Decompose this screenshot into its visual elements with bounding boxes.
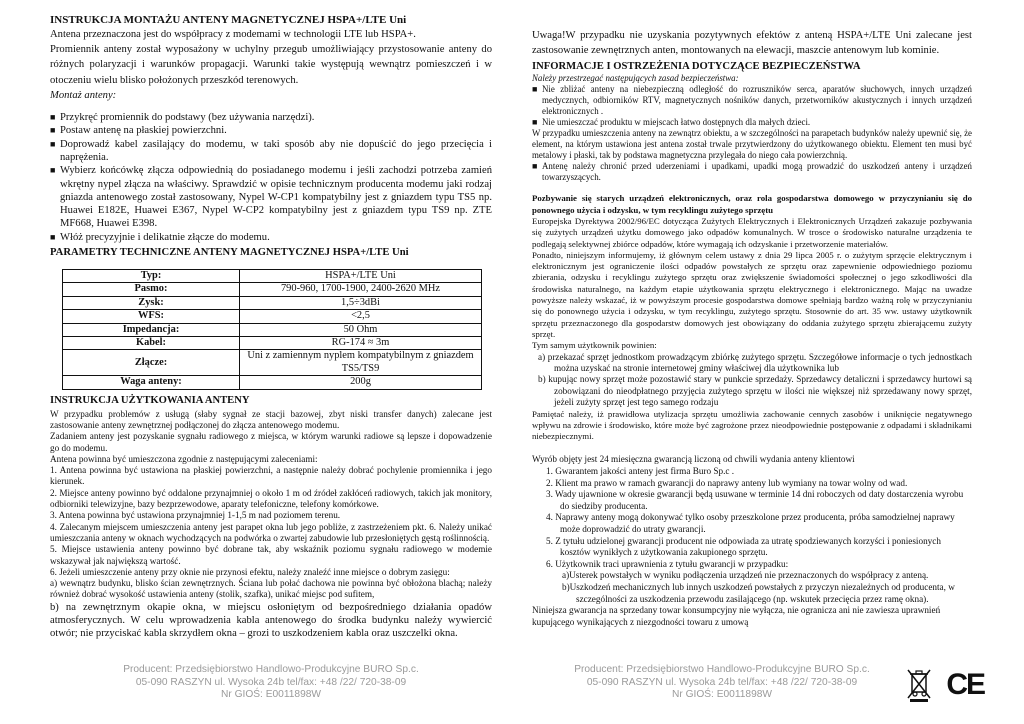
params-heading: PARAMETRY TECHNICZNE ANTENY MAGNETYCZNEJ HSPA+/LTE Uni bbox=[50, 246, 409, 258]
use-paragraph: 5. Miejsce ustawienia anteny powinno być dobrane tak, aby wskaźnik poziomu sygnału radiowego w modemie wskazywał jak największą wartość. bbox=[50, 544, 492, 566]
weee-paragraph: Europejska Dyrektywa 2002/96/EC dotycząca Zużytych Elektrycznych i Elektronicznych Urządzeń zakazuje pozbywania się zużytych urządzeń użytku domowego jako odpadów komunalnych. W trosce o środowisko naturalne urządzenia te podlegają selektywnej zbiórce odpadów, które wymagają ich odzyskanie i przetworzenie materiałów. bbox=[532, 216, 972, 249]
bullet-icon: ■ bbox=[50, 138, 56, 149]
mount-item: ■ Postaw antenę na płaskiej powierzchni. bbox=[50, 125, 227, 137]
use-section bbox=[50, 409, 492, 641]
warranty-section bbox=[532, 454, 972, 628]
safety-item: ■ Nie umieszczać produktu w miejscach łatwo dostępnych dla małych dzieci. bbox=[532, 117, 811, 128]
installation-title: INSTRUKCJA MONTAŻU ANTENY MAGNETYCZNEJ HSPA+/LTE Uni bbox=[50, 14, 407, 26]
bullet-icon: ■ bbox=[532, 84, 538, 95]
intro-paragraph-1: Antena przeznaczona jest do współpracy z modemami w technologii LTE lub HSPA+. bbox=[50, 29, 416, 40]
safety-paragraph: W przypadku umieszczenia anteny na zewnątrz obiektu, a w szczególności na parapetach budynków należy upewnić się, że element, na którym ustawiona jest antena został trwale przytwierdzony do użytkowanego obiektu. Element ten musi być metalowy i płaski, tak by podstawa magnetyczna przylegała do niego cała powierzchnią. bbox=[532, 128, 972, 161]
use-paragraph: a) wewnątrz budynku, blisko ścian zewnętrznych. Ściana lub połać dachowa nie powinna być obłożona blachą; należy również dobrać wysokość ustawienia anteny (stolik, szafka), unikać miejsc pod sufitem, bbox=[50, 578, 492, 600]
mount-heading: Montaż anteny: bbox=[50, 89, 117, 101]
weee-heading: Pozbywanie się starych urządzeń elektronicznych, oraz rola gospodarstwa domowego w przyczynianiu się do ponownego użycia i odzysku, w tym recyklingu zużytego sprzętu bbox=[532, 193, 972, 215]
bullet-icon: ■ bbox=[50, 125, 56, 136]
list-item: a) przekazać sprzęt jednostkom prowadzącym zbiórkę zużytego sprzętu. Szczegółowe informacje o tych jednostkach można uzyskać na stronie internetowej gminy właściwej dla użytkownika lub bbox=[538, 351, 972, 373]
safety-item: ■ Nie zbliżać anteny na niebezpieczną odległość do rozruszników serca, aparatów słuchowych, innych urządzeń medycznych, odbiorników RTV, magnetycznych nośników danych, przetworników akustycznych i innych urządzeń elektronicznych . bbox=[532, 84, 972, 117]
use-paragraph: 3. Antena powinna być ustawiona przynajmniej 1-1,5 m nad poziomem terenu. bbox=[50, 510, 341, 521]
weee-bin-icon bbox=[906, 668, 932, 702]
weee-paragraph: Tym samym użytkownik powinien: bbox=[532, 340, 657, 351]
safety-section bbox=[532, 73, 972, 183]
weee-paragraph: Ponadto, niniejszym informujemy, iż głównym celem ustawy z dnia 29 lipca 2005 r. o zużytym sprzęcie elektrycznym i elektronicznym jest ograniczenie ilości odpadów powstałych ze sprzętu oraz zapewnienie odpowiedniego poziomu zbierania, odzysku i recyklingu zużytego sprzętu oraz zwiększenie świadomości społecznej o jego szkodliwości dla środowiska naturalnego, na każdym etapie użytkowania sprzętu elektrycznego i elektronicznego. Mając na uwadze powyższe należy wskazać, iż w powyższym procesie gospodarstwa domowe spełniają bardzo ważną rolę w przyczynianiu się do ponownego użycia i odzysku, w tym recyklingu, zużytego sprzętu. Stosownie do art. 35 ww. ustawy użytkownik sprzętu przeznaczonego dla gospodarstw domowych jest obowiązany do oddania zużytego sprzętu zbierającemu zużyty sprzęt. bbox=[532, 249, 972, 339]
mount-item: ■ Wybierz końcówkę złącza odpowiednią do posiadanego modemu i jeśli zachodzi potrzeba zamień wkrętny nypel złącza na właściwy. Sprawdzić w opisie technicznym producenta modemu jaki rodzaj gniazda antenowego został zastosowany, Nypel W-CP1 kompatybilny jest z gniazdem typu TS5 np. Huawei E182E, Huawei E367, Nypel W-CP2 kompatybilny jest z gniazdem typu TS9 np. ZTE MF668, Huawei E398. bbox=[50, 165, 492, 230]
list-item: b) kupując nowy sprzęt może pozostawić stary w punkcie sprzedaży. Sprzedawcy detaliczni i sprzedawcy hurtowi są zobowiązani do nieodpłatnego przyjęcia zużytego sprzętu w ilości nie większej niż sprzedawany nowy sprzęt, jeżeli zużyty sprzęt jest tego samego rodzaju bbox=[538, 374, 972, 408]
warning-paragraph: Uwaga!W przypadku nie uzyskania pozytywnych efektów z anteną HSPA+/LTE Uni zalecane jest zastosowanie zewnętrznych anten, montowanych na elewacji, maszcie antenowym lub kominie. bbox=[532, 30, 972, 57]
producer-footer: Producent: Przedsiębiorstwo Handlowo-Produkcyjne BURO Sp.c. 05-090 RASZYN ul. Wysoka 24b tel/fax: +48 /22/ 720-38-09 Nr GIOŚ: E0011898W bbox=[574, 664, 870, 701]
safety-item: ■ Antenę należy chronić przed uderzeniami i upadkami, upadki mogą prowadzić do uszkodzeń anteny i urządzeń towarzyszących. bbox=[532, 161, 972, 183]
table-row: Zysk: 1,5÷3dBi bbox=[63, 296, 482, 309]
warranty-item: 4. Naprawy anteny mogą dokonywać tylko osoby przeszkolone przez producenta, próba samodzielnej naprawy może doprowadzić do utraty gwarancji. bbox=[546, 512, 955, 535]
use-paragraph: 4. Zalecanym miejscem umieszczenia anteny jest parapet okna lub jego pobliże, z zastrzeżeniem pkt. 6. Należy unikać umieszczania anteny w oknach wychodzących na podwórka o zwartej zabudowie lub przesłoniętych gęstą roślinnością. bbox=[50, 521, 492, 543]
weee-paragraph: Pamiętać należy, iż prawidłowa utylizacja sprzętu umożliwia zachowanie cennych zasobów i uniknięcie negatywnego wpływu na zdrowie i środowisko, które może być zagrożone przez nieodpowiednie postępowanie z odpadami i składnikami niebezpiecznymi. bbox=[532, 408, 972, 442]
left-page bbox=[50, 0, 492, 724]
warranty-end: Niniejsza gwarancja na sprzedany towar konsumpcyjny nie wyłącza, nie ogranicza ani nie zawiesza uprawnień kupującego wynikających z niezgodności towaru z umową bbox=[532, 605, 941, 627]
use-paragraph: Zadaniem anteny jest pozyskanie sygnału radiowego z miejsca, w którym warunki radiowe są lepsze i dopowadzenie go do modemu. bbox=[50, 431, 492, 453]
bullet-icon: ■ bbox=[50, 112, 56, 123]
spec-table bbox=[62, 269, 482, 390]
mount-item: ■ Włóż precyzyjnie i delikatnie złącze do modemu. bbox=[50, 231, 270, 243]
use-paragraph: 1. Antena powinna być ustawiona na płaskiej powierzchni, a następnie należy dobrać pochylenie promiennika i jego kierunek. bbox=[50, 465, 492, 487]
warranty-subitem: b)Uszkodzeń mechanicznych lub innych uszkodzeń powstałych z przyczyn niezależnych od producenta, w szczególności za uszkodzenia przewodu zasilającego (np. wskutek przecięcia przez ramę okna). bbox=[562, 582, 955, 604]
table-row: Złącze: Uni z zamiennym nyplem kompatybilnym z gniazdem TS5/TS9 bbox=[63, 350, 482, 376]
bullet-icon: ■ bbox=[532, 161, 538, 172]
table-row: Pasmo: 790-960, 1700-1900, 2400-2620 MHz bbox=[63, 283, 482, 296]
warranty-item: 1. Gwarantem jakości anteny jest firma Buro Sp.c . bbox=[546, 466, 735, 477]
table-row: WFS: <2,5 bbox=[63, 310, 482, 323]
use-heading: INSTRUKCJA UŻYTKOWANIA ANTENY bbox=[50, 394, 250, 406]
warranty-subitem: a)Usterek powstałych w wyniku podłączenia urządzeń nie przeznaczonych do współpracy z anteną. bbox=[562, 570, 929, 581]
warranty-intro: Wyrób objęty jest 24 miesięczna gwarancją liczoną od chwili wydania anteny klientowi bbox=[532, 454, 855, 465]
warranty-item: 3. Wady ujawnione w okresie gwarancji będą usuwane w terminie 14 dni roboczych od daty dostarczenia wyrobu do siedziby producenta. bbox=[546, 489, 964, 511]
use-paragraph-last: b) na zewnętrznym okapie okna, w miejscu osłoniętym od bezpośredniego działania opadów atmosferycznych. W celu wprowadzenia kabla antenowego do środka budynku należy wywiercić otwór; nie przyciskać kabla skrzydłem okna – grozi to uszkodzeniem kabla oraz uszczelki okna. bbox=[50, 601, 492, 640]
use-paragraph: Antena powinna być umieszczona zgodnie z następującymi zaleceniami: bbox=[50, 453, 318, 464]
mount-item: ■ Przykręć promiennik do podstawy (bez używania narzędzi). bbox=[50, 112, 315, 124]
bullet-icon: ■ bbox=[50, 231, 56, 242]
bullet-icon: ■ bbox=[532, 117, 538, 128]
compliance-marks bbox=[906, 668, 984, 702]
weee-options bbox=[532, 352, 972, 409]
right-page bbox=[532, 0, 972, 724]
use-paragraph: W przypadku problemów z usługą (słaby sygnał ze stacji bazowej, zbyt niski transfer danych) zalecane jest zastosowanie anteny zewnętrznej podłączonej do złącza antenowego modemu. bbox=[50, 408, 492, 430]
warranty-item: 5. Z tytułu udzielonej gwarancji producent nie odpowiada za utratę spodziewanych korzyści i poniesionych kosztów wynikłych z użytkowania zakupionego sprzętu. bbox=[546, 535, 941, 558]
ce-mark-icon: CE bbox=[946, 668, 984, 701]
table-row: Typ: HSPA+/LTE Uni bbox=[63, 269, 482, 282]
table-row: Waga anteny: 200g bbox=[63, 376, 482, 389]
use-paragraph: 2. Miejsce anteny powinno być oddalone przynajmniej o około 1 m od źródeł zakłóceń radiowych, takich jak monitory, odbiorniki telewizyjne, bazy bezprzewodowe, aparaty telefoniczne, telefony komórkowe. bbox=[50, 487, 492, 510]
mount-item: ■ Doprowadź kabel zasilający do modemu, w taki sposób aby nie dopuścić do jego przecięcia i naprężenia. bbox=[50, 138, 492, 163]
warranty-item: 2. Klient ma prawo w ramach gwarancji do naprawy anteny lub wymiany na towar wolny od wad. bbox=[546, 477, 908, 488]
use-paragraph: 6. Jeżeli umieszczenie anteny przy oknie nie przynosi efektu, należy znaleźć inne miejsce o dobrym zasięgu: bbox=[50, 566, 450, 577]
intro-paragraph-2: Promiennik anteny został wyposażony w uchylny przegub umożliwiający przystosowanie anteny do różnych polaryzacji i warunków propagacji. Warunki takie występują wewnątrz pomieszczeń i w otoczeniu wielu blisko położonych przeszkód terenowych. bbox=[50, 44, 492, 86]
mount-list bbox=[50, 111, 492, 244]
producer-footer: Producent: Przedsiębiorstwo Handlowo-Produkcyjne BURO Sp.c. 05-090 RASZYN ul. Wysoka 24b tel/fax: +48 /22/ 720-38-09 Nr GIOŚ: E0011898W bbox=[123, 664, 419, 701]
warranty-item: 6. Użytkownik traci uprawnienia z tytułu gwarancji w przypadku: bbox=[546, 558, 789, 569]
table-row: Impedancja: 50 Ohm bbox=[63, 323, 482, 336]
bullet-icon: ■ bbox=[50, 165, 56, 176]
table-row: Kabel: RG-174 ≈ 3m bbox=[63, 337, 482, 350]
safety-subheading: Należy przestrzegać następujących zasad bezpieczeństwa: bbox=[532, 73, 739, 84]
safety-heading: INFORMACJE I OSTRZEŻENIA DOTYCZĄCE BEZPIECZEŃSTWA bbox=[532, 61, 861, 73]
